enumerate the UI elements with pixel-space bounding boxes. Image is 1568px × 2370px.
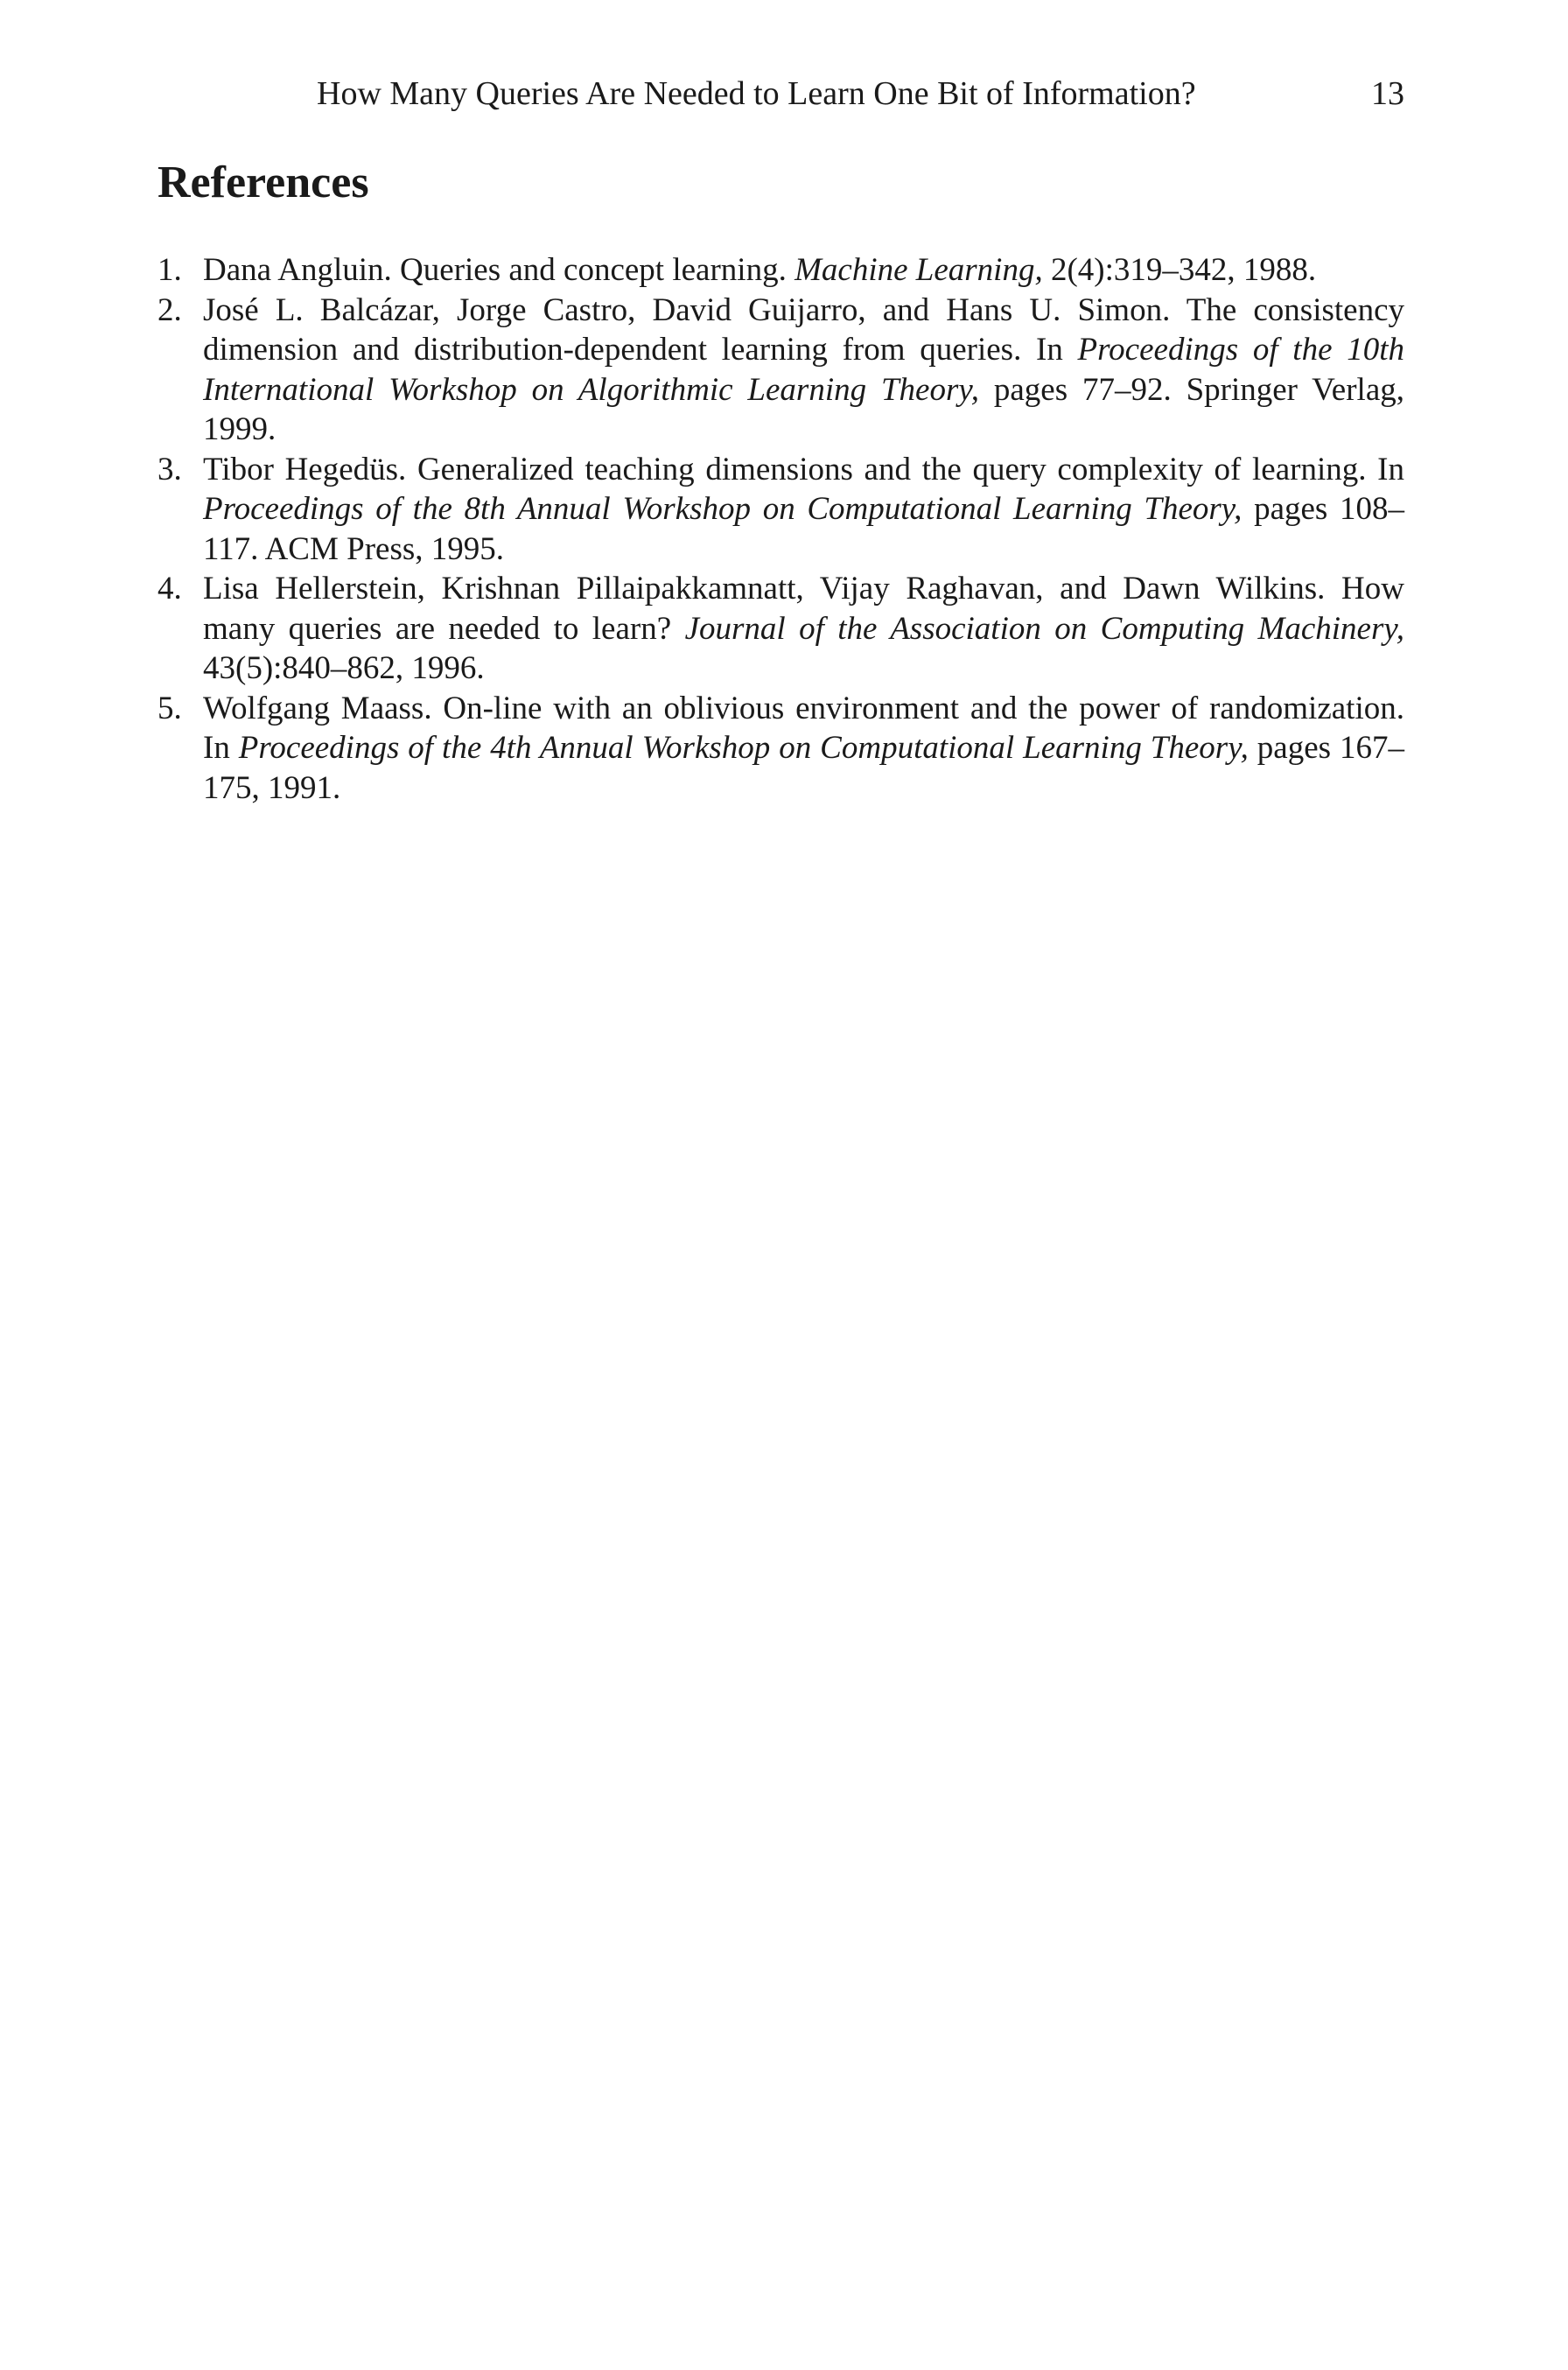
reference-details: 43(5):840–862, 1996. xyxy=(203,650,485,686)
reference-authors-title: José L. Balcázar, Jorge Castro, David Guijarro, and Hans U. Simon. The consistency dimension and distribution-dependent learning from queries. In xyxy=(203,291,1404,368)
running-title: How Many Queries Are Needed to Learn One Bit of Information? xyxy=(317,75,1196,112)
reference-item xyxy=(158,689,1404,809)
reference-details: 2(4):319–342, 1988. xyxy=(1042,252,1317,288)
reference-text xyxy=(203,689,1404,809)
reference-number: 1. xyxy=(158,252,182,288)
reference-authors-title: Lisa Hellerstein, Krishnan Pillaipakkamnatt, Vijay Raghavan, and Dawn Wilkins. How many queries are needed to learn? xyxy=(203,571,1404,647)
reference-details: pages 108–117. ACM Press, 1995. xyxy=(203,491,1404,567)
reference-details: pages 167–175, 1991. xyxy=(203,730,1404,806)
reference-number: 4. xyxy=(158,571,182,607)
reference-list xyxy=(158,250,1404,808)
reference-authors-title: Wolfgang Maass. On-line with an oblivious environment and the power of randomization. In xyxy=(203,690,1404,766)
references-heading: References xyxy=(158,158,369,207)
reference-item xyxy=(158,291,1404,450)
running-head xyxy=(158,72,1404,116)
reference-authors-title: Tibor Hegedüs. Generalized teaching dimensions and the query complexity of learning. In xyxy=(203,451,1404,487)
reference-number: 2. xyxy=(158,291,182,328)
reference-venue: Journal of the Association on Computing Machinery, xyxy=(684,610,1404,647)
reference-text xyxy=(203,450,1404,570)
reference-venue: Proceedings of the 4th Annual Workshop on Computational Learning Theory, xyxy=(238,730,1249,766)
reference-details: pages 77–92. Springer Verlag, 1999. xyxy=(203,371,1404,447)
reference-number: 3. xyxy=(158,451,182,487)
reference-venue: Proceedings of the 8th Annual Workshop on Computational Learning Theory, xyxy=(203,491,1242,527)
reference-item xyxy=(158,250,1404,291)
page-number: 13 xyxy=(1371,75,1404,112)
reference-authors-title: Dana Angluin. Queries and concept learning. xyxy=(203,252,795,288)
reference-text xyxy=(203,569,1404,689)
reference-item xyxy=(158,450,1404,570)
reference-venue: Machine Learning, xyxy=(794,252,1043,288)
reference-text xyxy=(203,250,1404,291)
reference-number: 5. xyxy=(158,690,182,726)
reference-text xyxy=(203,291,1404,450)
reference-item xyxy=(158,569,1404,689)
reference-venue: Proceedings of the 10th International Workshop on Algorithmic Learning Theory, xyxy=(203,332,1404,408)
